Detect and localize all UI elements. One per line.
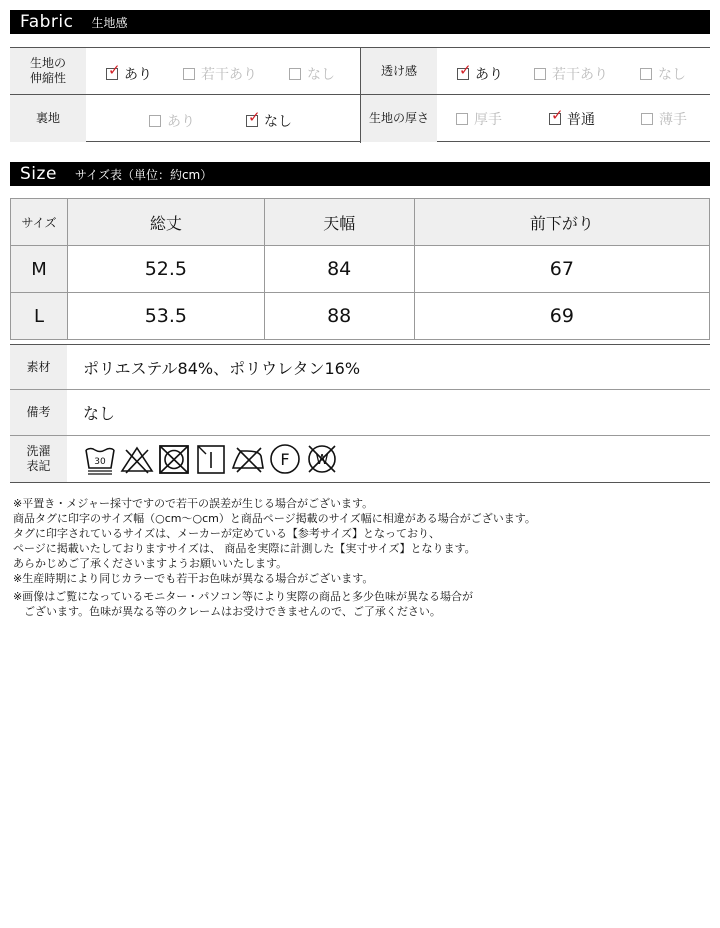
checkbox-icon [640,68,652,80]
thickness-option-futsuu [549,106,595,129]
fabric-table [10,47,710,142]
table-row [11,246,710,293]
option-label: なし [264,114,292,130]
wetclean-letter: W [315,453,329,468]
front-drop-col-header: 前下がり [414,199,709,246]
lining-option-nashi [246,108,292,131]
thickness-option-usude [641,109,687,129]
care-icons [83,442,339,476]
dryclean-letter: F [280,450,290,469]
option-label: 厚手 [474,112,502,128]
lining-label [10,95,86,142]
lining-option-ari [149,111,195,131]
no-tumble-dry-icon [157,442,191,476]
size-table-header [11,199,710,246]
care-row [10,436,710,483]
option-label: 普通 [567,112,595,128]
checkbox-icon [534,68,546,80]
checkbox-checked-icon: ✓ [551,106,564,124]
checkbox-icon [149,115,161,127]
stretch-label-line2: 伸縮性 [29,71,66,85]
thickness-label-text: 生地の厚さ [368,111,429,125]
checkbox-checked-icon: ✓ [108,61,121,79]
lining-label-text: 裏地 [35,111,60,125]
notes-label: 備考 [10,390,67,435]
material-row [10,344,710,390]
stretch-label [10,48,86,94]
wash-30-gentle-icon [83,442,117,476]
size-cell: M [11,246,68,293]
checkbox-checked-icon: ✓ [248,108,261,126]
sheer-option-ari [457,61,503,84]
checkbox-icon [641,113,653,125]
no-bleach-icon [120,442,154,476]
fabric-title-en: Fabric [20,12,74,32]
checkbox-icon [289,68,301,80]
iron-cross-icon [231,442,265,476]
sheerness-label-text: 透け感 [380,63,417,78]
sheerness-label [361,48,437,94]
remark-line: ※平置き・メジャー採寸ですので若干の誤差が生じる場合がございます。 [13,497,374,510]
material-value: ポリエステル84%、ポリウレタン16% [83,358,361,378]
remarks [13,496,536,619]
fabric-section-header [10,10,710,34]
fabric-row-2 [10,95,710,142]
stretch-label-line1: 生地の [29,56,66,70]
no-wet-clean-icon [305,442,339,476]
checkbox-checked-icon: ✓ [459,61,472,79]
checkbox-icon [183,68,195,80]
size-section-header [10,162,710,186]
care-label-line2: 表記 [26,459,51,473]
size-cell: L [11,293,68,340]
option-label: あり [124,67,152,83]
option-label: 薄手 [659,112,687,128]
size-title-jp: サイズ表（単位：約cm） [74,167,213,182]
line-dry-shade-icon [194,442,228,476]
table-row [11,293,710,340]
care-label-line1: 洗濯 [26,444,51,458]
table-cell: 52.5 [68,246,265,293]
fabric-row-1 [10,48,710,95]
stretch-option-ari [106,61,152,84]
notes-value: なし [83,404,116,423]
table-cell: 53.5 [68,293,265,340]
remark-line: ※画像はご覧になっているモニター・パソコン等により実際の商品と多少色味が異なる場合が [13,590,473,603]
sheer-option-nashi [640,64,686,84]
option-label: なし [658,67,686,83]
remark-line: ※生産時期により同じカラーでも若干お色味が異なる場合がございます。 [13,572,374,585]
size-table [10,198,710,340]
option-label: あり [167,114,195,130]
dry-clean-f-icon [268,442,302,476]
option-label: なし [307,67,335,83]
wash-temp-label: 30 [94,457,106,467]
length-col-header: 総丈 [68,199,265,246]
remark-line: ございます。色味が異なる等のクレームはお受けできませんので、ご了承ください。 [13,605,441,618]
sheer-option-jakkan [534,64,608,84]
care-label [10,436,67,482]
size-col-header: サイズ [11,199,68,246]
option-label: 若干あり [201,67,257,83]
option-label: あり [475,67,503,83]
table-cell: 69 [414,293,709,340]
size-title-en: Size [20,164,57,184]
stretch-option-nashi [289,64,335,84]
stretch-option-jakkan [183,64,257,84]
checkbox-icon [456,113,468,125]
notes-row [10,390,710,436]
thickness-label [361,95,437,142]
material-label: 素材 [10,345,67,389]
fabric-title-jp: 生地感 [91,15,128,30]
remark-line: ページに掲載いたしておりますサイズは、 商品を実際に計測した【実寸サイズ】となります。 [13,542,476,555]
table-cell: 67 [414,246,709,293]
thickness-option-atsude [456,109,502,129]
table-cell: 88 [264,293,414,340]
option-label: 若干あり [552,67,608,83]
remark-line: あらかじめご了承くださいますようお願いいたします。 [13,557,288,570]
top-width-col-header: 天幅 [264,199,414,246]
remark-line: 商品タグに印字のサイズ幅（○cm〜○cm）と商品ページ掲載のサイズ幅に相違がある場合がございます。 [13,512,536,525]
table-cell: 84 [264,246,414,293]
remark-line: タグに印字されているサイズは、メーカーが定めている【参考サイズ】となっており、 [13,527,441,540]
